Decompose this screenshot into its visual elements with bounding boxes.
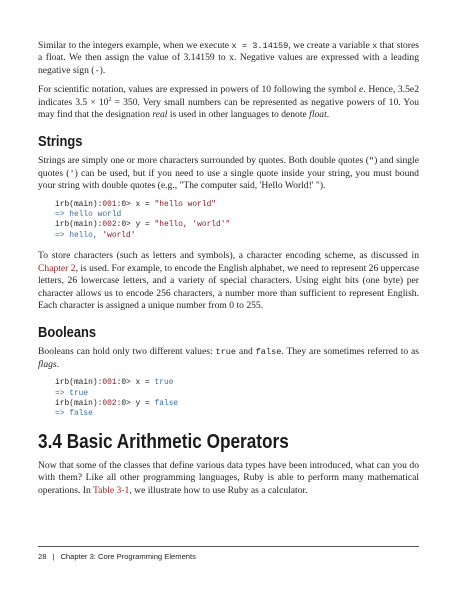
- paragraph-float: [38, 40, 419, 77]
- code-string: 'world': [102, 230, 136, 240]
- text: Now that some of the classes that define various data types have been introduced, what can you do with them? Like all other programming languages, Ruby is able to perform many mathematical operations. In: [38, 459, 419, 496]
- code-line: [55, 399, 419, 409]
- code-keyword: false: [154, 398, 179, 408]
- inline-code: ': [69, 168, 75, 179]
- chapter-title: Chapter 3: Core Programming Elements: [60, 552, 196, 561]
- text: that stores a float. We then assign the value of 3.14159 to x. Negative values are expressed with a leading negative sign (: [38, 40, 419, 76]
- page-footer: [38, 546, 419, 561]
- code-prompt: :0>: [116, 199, 136, 209]
- emphasis: float: [309, 109, 327, 121]
- link-chapter-2[interactable]: Chapter 2: [38, 262, 76, 274]
- text: .: [56, 358, 60, 370]
- code-line-number: 001: [102, 378, 117, 388]
- inline-code: true: [215, 347, 237, 358]
- code-line-number: 002: [102, 398, 117, 408]
- text: Similar to the integers example, when we execute: [38, 40, 232, 51]
- code-line: [55, 409, 419, 419]
- code-prompt: :0>: [116, 378, 136, 388]
- text: Strings are simply one or more characters surrounded by quotes. Both double quotes (: [38, 155, 369, 167]
- paragraph-booleans: [38, 346, 419, 371]
- code-result: => false: [55, 409, 93, 419]
- text: is used in other languages to denote: [167, 109, 310, 121]
- text: , we create a variable: [288, 40, 373, 51]
- code-result: => hello,: [55, 230, 103, 240]
- text: = 350. Very small numbers can be represented as negative powers of 10. You may find that the designation: [38, 96, 419, 121]
- heading-section-3-4: 3.4 Basic Arithmetic Operators: [38, 430, 289, 453]
- code-line: [55, 389, 419, 399]
- page-number: 28: [38, 552, 47, 561]
- heading-strings: Strings: [38, 133, 83, 151]
- text: ) can be used, but if you need to use a single quote inside your string, you must bound your string with double quotes (e.g., "The computer said, 'Hello World!' ").: [38, 167, 419, 192]
- code-text: x =: [135, 378, 155, 388]
- text: . They are sometimes referred to as: [281, 346, 419, 358]
- text: .: [326, 109, 330, 121]
- page-body: [38, 40, 419, 504]
- code-keyword: true: [154, 378, 174, 388]
- text: , is used. For example, to encode the English alphabet, we need to represent 26 uppercase letters, 26 lowercase letters, and a variety of special characters. Using eight bits (one byte) per character allows us to encode 256 characters, a number more than sufficient to represent English. Each character is assigned a unique number from 0 to 255.: [38, 262, 419, 311]
- code-text: x =: [135, 199, 155, 209]
- link-table-3-1[interactable]: Table 3-1: [92, 484, 130, 496]
- emphasis: e: [359, 84, 364, 96]
- code-line-number: 002: [102, 220, 117, 230]
- inline-code: x: [372, 41, 378, 51]
- text: Booleans can hold only two different values:: [38, 346, 216, 358]
- code-prompt: irb(main):: [55, 199, 103, 209]
- code-block-booleans: [55, 378, 419, 420]
- code-prompt: irb(main):: [55, 220, 103, 230]
- text: and: [236, 346, 256, 358]
- emphasis: real: [152, 109, 168, 121]
- code-line: [55, 220, 419, 230]
- code-text: y =: [135, 398, 155, 408]
- code-string: "hello, 'world'": [154, 220, 231, 230]
- code-line: [55, 378, 419, 388]
- heading-booleans: Booleans: [38, 324, 97, 342]
- code-line: [55, 210, 419, 220]
- code-prompt: irb(main):: [55, 398, 103, 408]
- inline-code: -: [94, 65, 100, 76]
- code-prompt: :0>: [116, 220, 136, 230]
- text: To store characters (such as letters and symbols), a character encoding scheme, as discussed in: [38, 250, 419, 262]
- code-result: => hello world: [55, 210, 122, 220]
- code-block-strings: [55, 200, 419, 242]
- superscript: 2: [108, 96, 112, 103]
- paragraph-strings-intro: [38, 155, 419, 192]
- code-line-number: 001: [102, 199, 117, 209]
- emphasis: flags: [38, 358, 57, 370]
- code-line: [55, 200, 419, 210]
- code-result: => true: [55, 388, 89, 398]
- text: For scientific notation, values are expressed in powers of 10 following the symbol: [38, 84, 360, 96]
- code-string: "hello world": [154, 199, 217, 209]
- code-prompt: :0>: [116, 398, 136, 408]
- inline-code: x = 3.14159: [231, 41, 289, 51]
- code-text: y =: [135, 220, 155, 230]
- paragraph-arithmetic: [38, 460, 419, 497]
- text: . Hence, 3.5e2 indicates 3.5 × 10: [38, 84, 419, 108]
- text: , we illustrate how to use Ruby as a calculator.: [129, 484, 308, 496]
- footer-separator: |: [52, 552, 55, 561]
- paragraph-encoding: [38, 250, 419, 312]
- inline-code: false: [255, 347, 282, 358]
- inline-code: ": [368, 156, 375, 167]
- paragraph-scientific: [38, 84, 419, 121]
- text: ) and single quotes (: [38, 155, 419, 179]
- code-prompt: irb(main):: [55, 378, 103, 388]
- text: ).: [99, 64, 106, 76]
- code-line: [55, 231, 419, 241]
